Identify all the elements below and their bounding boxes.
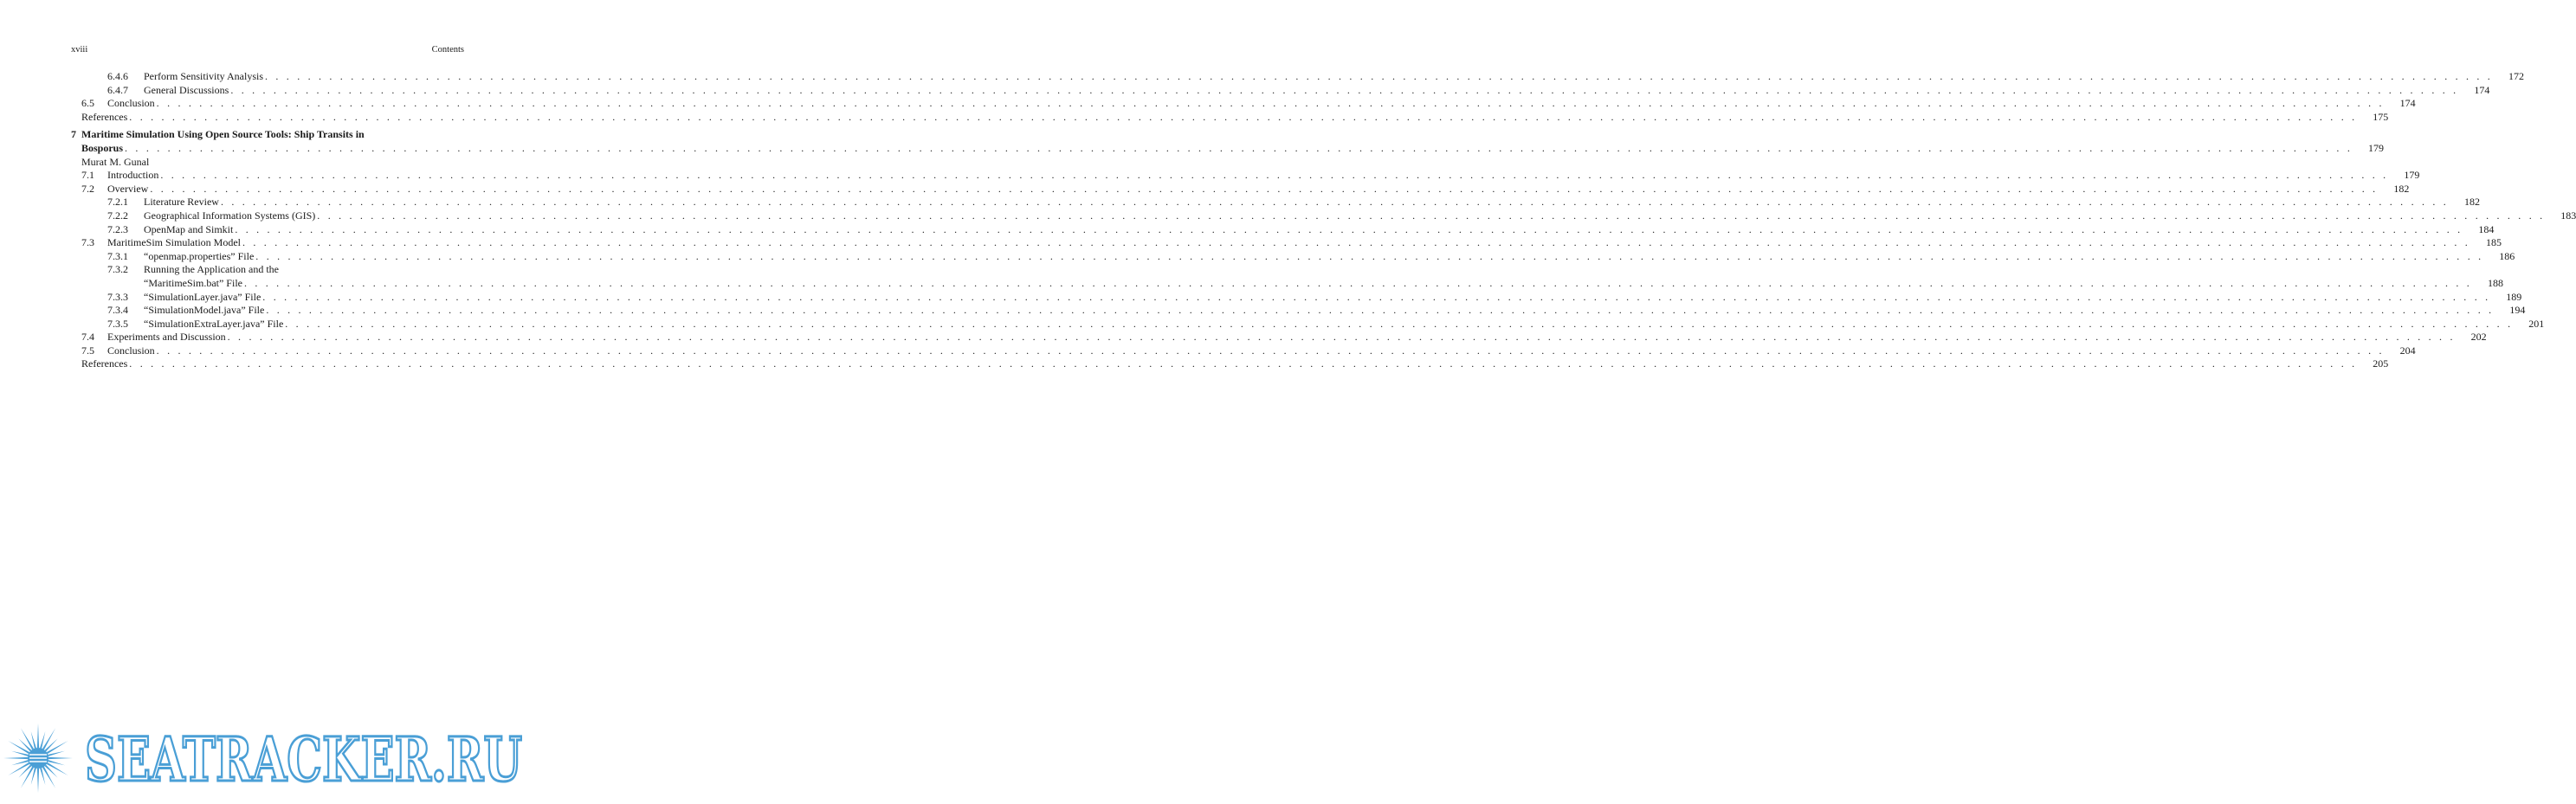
- sunburst-ray: [21, 728, 34, 749]
- entry-body: [81, 128, 464, 142]
- toc-references[interactable]: [71, 110, 2389, 125]
- entry-title: Overview: [107, 182, 149, 195]
- entry-number: 7.3.5: [107, 317, 128, 330]
- entry-page: 174: [2474, 83, 2490, 96]
- sunburst-ray: [48, 757, 73, 759]
- entry-page: 188: [2487, 276, 2503, 289]
- toc-entry[interactable]: [71, 276, 2503, 291]
- watermark-text: SEATRACKER.RU: [85, 724, 522, 795]
- toc-entry[interactable]: [71, 128, 464, 142]
- dot-leader: [148, 183, 2378, 196]
- dot-leader: [261, 291, 2490, 305]
- dot-leader: [264, 304, 2494, 318]
- entry-title: “SimulationModel.java” File: [144, 304, 265, 317]
- entry-title: Conclusion: [107, 97, 155, 110]
- dot-leader: [263, 70, 2493, 84]
- entry-number: 6.5: [81, 97, 94, 110]
- entry-title: Conclusion: [107, 344, 155, 357]
- toc-entry[interactable]: [71, 97, 2416, 111]
- entry-title: OpenMap and Simkit: [144, 222, 234, 235]
- dot-leader: [123, 142, 2353, 156]
- entry-title: Running the Application and the: [144, 263, 279, 276]
- entry-body: [107, 236, 2502, 250]
- toc-entry[interactable]: [71, 317, 2545, 331]
- entry-number: 7.1: [81, 169, 94, 182]
- entry-number: 7.2: [81, 182, 94, 195]
- sunburst-icon: [3, 724, 73, 793]
- entry-body: [144, 276, 2503, 291]
- sunburst-ray: [45, 765, 58, 778]
- dot-leader: [242, 277, 2472, 291]
- dot-leader: [229, 84, 2458, 98]
- table-of-contents: [71, 70, 2576, 371]
- entry-number: 7: [71, 128, 76, 141]
- toc-entry[interactable]: [71, 169, 2420, 183]
- dot-leader: [127, 111, 2357, 125]
- running-head: Contents: [431, 45, 464, 55]
- entry-page: 204: [2399, 344, 2416, 357]
- entry-body: [144, 290, 2522, 305]
- toc-references[interactable]: [71, 357, 2389, 371]
- entry-body: [144, 196, 2480, 209]
- dot-leader: [241, 236, 2470, 250]
- page-header: [71, 45, 464, 57]
- entry-body: [107, 331, 2487, 344]
- dot-leader: [155, 344, 2385, 358]
- sunburst-ray: [47, 762, 68, 775]
- entry-number: 7.3.2: [107, 263, 128, 276]
- toc-entry[interactable]: [71, 290, 2522, 305]
- entry-body: [81, 156, 464, 170]
- entry-body: [81, 110, 2389, 125]
- entry-body: [144, 317, 2545, 331]
- entry-body: [107, 97, 2416, 111]
- entry-page: 205: [2373, 357, 2389, 370]
- entry-title: “MaritimeSim.bat” File: [144, 276, 242, 289]
- entry-body: [107, 169, 2420, 183]
- entry-page: 175: [2373, 110, 2389, 123]
- toc-entry[interactable]: [71, 196, 2480, 209]
- watermark-graphic: [0, 724, 531, 793]
- entry-body: [81, 357, 2389, 371]
- entry-title: Murat M. Gunal: [81, 155, 150, 168]
- entry-body: [144, 222, 2495, 237]
- entry-number: 7.2.1: [107, 196, 128, 209]
- entry-body: [107, 344, 2416, 358]
- entry-body: [144, 209, 2576, 223]
- entry-number: 6.4.6: [107, 70, 128, 82]
- entry-page: 179: [2368, 141, 2385, 154]
- entry-title: General Discussions: [144, 83, 229, 96]
- entry-title: References: [81, 110, 128, 123]
- sunburst-ray: [8, 741, 29, 754]
- sunburst-ray: [3, 757, 28, 759]
- entry-body: [144, 304, 2526, 318]
- sunburst-ray: [18, 738, 31, 751]
- entry-number: 7.3.1: [107, 249, 128, 262]
- entry-body: [144, 263, 464, 277]
- watermark: [0, 724, 531, 793]
- sunburst-ray: [42, 767, 55, 788]
- entry-page: 185: [2486, 236, 2502, 249]
- entry-page: 182: [2393, 182, 2410, 195]
- entry-title: Perform Sensitivity Analysis: [144, 70, 263, 82]
- entry-page: 189: [2506, 290, 2522, 303]
- entry-title: “SimulationLayer.java” File: [144, 290, 261, 303]
- dot-leader: [315, 209, 2545, 223]
- dot-leader: [283, 318, 2513, 331]
- sunburst-ray: [45, 738, 58, 751]
- toc-entry[interactable]: [71, 304, 2526, 318]
- toc-entry[interactable]: [71, 263, 464, 277]
- toc-entry[interactable]: [71, 331, 2487, 344]
- entry-title: Introduction: [107, 169, 159, 182]
- sunburst-ray: [21, 767, 34, 788]
- toc-entry[interactable]: [71, 141, 2385, 156]
- entry-body: [144, 249, 2515, 264]
- entry-page: 182: [2463, 196, 2480, 209]
- sunburst-ray: [37, 724, 39, 748]
- dot-leader: [127, 357, 2357, 371]
- sunburst-ray: [37, 769, 39, 793]
- entry-title: Geographical Information Systems (GIS): [144, 209, 316, 222]
- entry-body: [81, 141, 2385, 156]
- entry-page: 186: [2499, 249, 2515, 262]
- toc-entry[interactable]: [71, 83, 2490, 98]
- dot-leader: [219, 196, 2449, 209]
- dot-leader: [233, 223, 2463, 237]
- entry-page: 202: [2470, 331, 2487, 344]
- toc-author[interactable]: [71, 156, 464, 170]
- dot-leader: [226, 331, 2456, 344]
- toc-entry[interactable]: [71, 70, 2524, 84]
- sunburst-ray: [42, 728, 55, 749]
- toc-entry[interactable]: [71, 209, 2576, 223]
- sunburst-ray: [47, 741, 68, 754]
- entry-page: 184: [2478, 222, 2495, 235]
- entry-number: 7.2.3: [107, 222, 128, 235]
- entry-page: 179: [2404, 169, 2420, 182]
- entry-title: “openmap.properties” File: [144, 249, 255, 262]
- entry-title: MaritimeSim Simulation Model: [107, 236, 241, 249]
- entry-body: [144, 83, 2490, 98]
- dot-leader: [158, 169, 2388, 183]
- entry-number: 7.5: [81, 344, 94, 357]
- entry-page: 174: [2399, 97, 2416, 110]
- entry-body: [107, 182, 2410, 196]
- entry-page: 172: [2508, 70, 2524, 82]
- dot-leader: [155, 97, 2385, 111]
- entry-title: Experiments and Discussion: [107, 331, 226, 344]
- entry-page: 201: [2528, 317, 2545, 330]
- toc-entry[interactable]: [71, 236, 2502, 250]
- entry-body: [144, 70, 2524, 84]
- entry-title: Bosporus: [81, 141, 124, 154]
- entry-title: “SimulationExtraLayer.java” File: [144, 317, 284, 330]
- sunburst-ray: [8, 762, 29, 775]
- entry-number: 7.4: [81, 331, 94, 344]
- entry-number: 6.4.7: [107, 83, 128, 96]
- entry-title: Maritime Simulation Using Open Source Tools: Ship Transits in: [81, 128, 365, 141]
- toc-entry[interactable]: [71, 222, 2495, 237]
- entry-page: 194: [2509, 304, 2526, 317]
- toc-entry[interactable]: [71, 344, 2416, 358]
- entry-number: 7.3: [81, 236, 94, 249]
- entry-number: 7.3.4: [107, 304, 128, 317]
- entry-page: 183: [2560, 209, 2576, 222]
- entry-number: 7.2.2: [107, 209, 128, 222]
- page-number: xviii: [71, 45, 88, 55]
- entry-title: Literature Review: [144, 196, 219, 209]
- toc-entry[interactable]: [71, 249, 2515, 264]
- sunburst-ray: [18, 765, 31, 778]
- dot-leader: [254, 250, 2483, 264]
- toc-entry[interactable]: [71, 182, 2410, 196]
- entry-title: References: [81, 357, 128, 370]
- entry-number: 7.3.3: [107, 290, 128, 303]
